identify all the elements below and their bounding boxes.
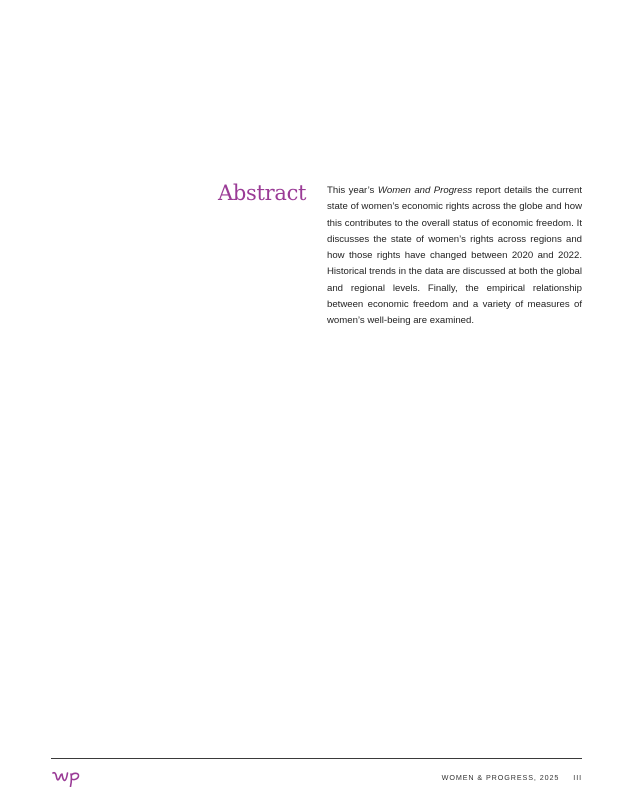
footer-divider [51,758,582,759]
abstract-text-start: This year’s [327,185,378,196]
footer-title: WOMEN & PROGRESS, 2025 [441,773,560,782]
footer-running-title [300,773,582,782]
abstract-paragraph [327,183,582,330]
report-title-italic: Women and Progress [377,185,473,196]
page-number: III [573,773,582,782]
wp-logo [52,765,84,787]
abstract-heading: Abstract [218,181,307,205]
abstract-text-rest: report details the current state of women’s economic rights across the globe and how this contributes to the overall status of economic freedom. It discusses the state of women’s rights across regions and how those rights have changed between 2020 and 2022. Historical trends in the data are discussed at both the global and regional levels. Finally, the empirical relationship between economic freedom and a variety of measures of women’s well-being are examined. [327,185,583,327]
